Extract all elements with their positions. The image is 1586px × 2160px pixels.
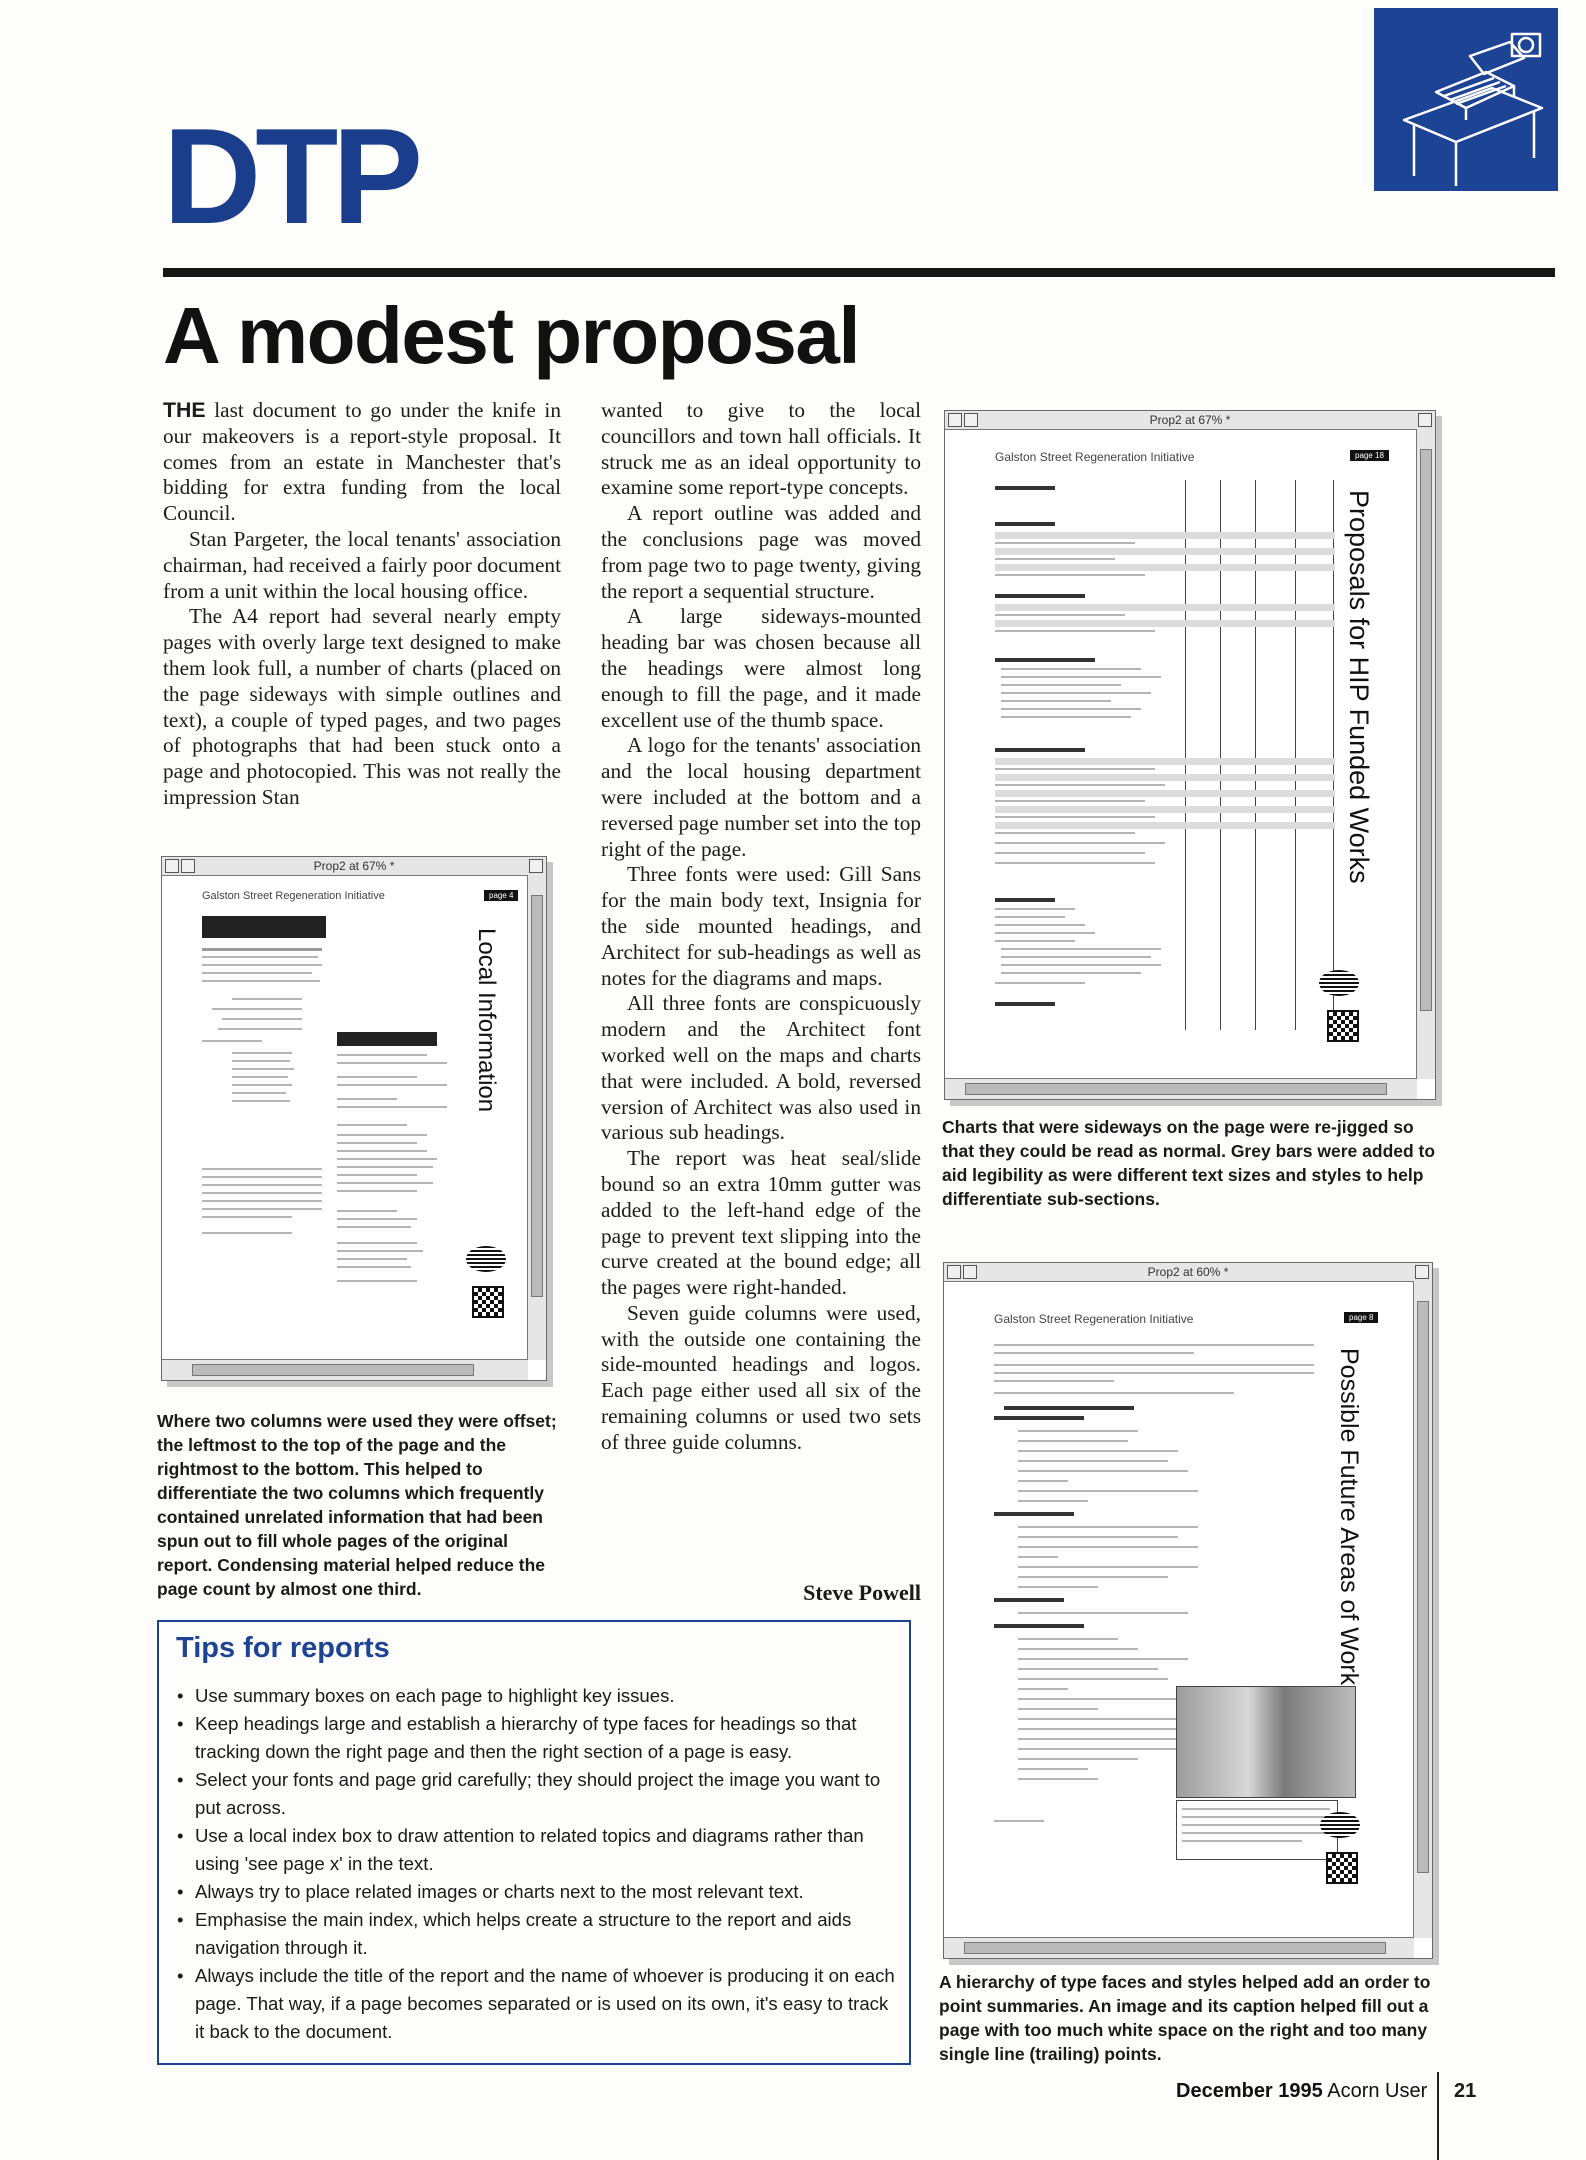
tips-box bbox=[157, 1620, 911, 2065]
tip-item: • Use summary boxes on each page to highlight key issues. bbox=[175, 1682, 895, 1710]
body-paragraph: Seven guide columns were used, with the outside one containing the side-mounted headings and logos. Each page either used all six of the remaining columns or used two sets of three guide columns. bbox=[601, 1300, 921, 1454]
tip-item: • Keep headings large and establish a hierarchy of type faces for headings so that tracking down the right page and then the right section of a page is easy. bbox=[175, 1710, 895, 1766]
article-column-2 bbox=[601, 398, 921, 1456]
report-page bbox=[162, 876, 527, 1359]
vertical-scrollbar[interactable] bbox=[1416, 429, 1435, 1079]
window-local-information bbox=[161, 856, 547, 1381]
horizontal-scrollbar[interactable] bbox=[945, 1078, 1417, 1099]
tip-item: • Select your fonts and page grid carefully; they should project the image you want to put across. bbox=[175, 1766, 895, 1822]
tenants-association-logo bbox=[1319, 970, 1359, 996]
back-icon[interactable] bbox=[947, 1265, 961, 1279]
page-number: page 8 bbox=[1344, 1312, 1378, 1323]
body-paragraph: The A4 report had several nearly empty pages with overly large text designed to make them look full, a number of charts (placed on the page sideways with simple outlines and text), a couple of typed pages, and two pages of photographs that had been stuck onto a page and photocopied. This was not really the impression Stan bbox=[163, 604, 561, 809]
page-footer bbox=[1176, 2080, 1427, 2103]
issue-date: December 1995 bbox=[1176, 2080, 1323, 2102]
window-proposals bbox=[944, 410, 1436, 1100]
scroll-thumb[interactable] bbox=[1417, 1301, 1429, 1873]
computer-desk-illustration bbox=[1374, 8, 1558, 191]
vertical-scrollbar[interactable] bbox=[1413, 1281, 1432, 1938]
toggle-size-icon[interactable] bbox=[1415, 1265, 1429, 1279]
page-header: Galston Street Regeneration Initiative bbox=[202, 890, 385, 902]
figure-caption: A hierarchy of type faces and styles helped add an order to point summaries. An image and its caption helped fill out a page with too much white space on the right and too many single line (trailing) points. bbox=[939, 1972, 1431, 2064]
tip-item: • Always try to place related images or charts next to the most relevant text. bbox=[175, 1878, 895, 1906]
scroll-thumb[interactable] bbox=[1420, 449, 1432, 1011]
body-paragraph: A logo for the tenants' association and the local housing department were included at the bottom and a reversed page number set into the top right of the page. bbox=[601, 733, 921, 861]
horizontal-scrollbar[interactable] bbox=[944, 1937, 1414, 1958]
headline: A modest proposal bbox=[163, 291, 860, 380]
window-title: Prop2 at 60% * bbox=[1147, 1265, 1229, 1279]
toggle-size-icon[interactable] bbox=[1418, 413, 1432, 427]
reversed-subheading bbox=[337, 1032, 437, 1046]
body-paragraph: A report outline was added and the conclusions page was moved from page two to page twenty, giving the report a sequential structure. bbox=[601, 501, 921, 603]
horizontal-scrollbar[interactable] bbox=[162, 1359, 528, 1380]
close-icon[interactable] bbox=[963, 1265, 977, 1279]
side-heading: Local Information bbox=[473, 928, 500, 1113]
body-paragraph: Three fonts were used: Gill Sans for the main body text, Insignia for the side mounted headings, and Architect for sub-headings as well as notes for the diagrams and maps. bbox=[601, 862, 921, 990]
footer-rule bbox=[1437, 2072, 1439, 2160]
byline: Steve Powell bbox=[803, 1580, 921, 1605]
magazine-name: Acorn User bbox=[1327, 2080, 1428, 2102]
toggle-size-icon[interactable] bbox=[529, 859, 543, 873]
window-title: Prop2 at 67% * bbox=[313, 859, 395, 873]
vertical-scrollbar[interactable] bbox=[527, 875, 546, 1360]
back-icon[interactable] bbox=[165, 859, 179, 873]
lead-in: THE bbox=[163, 398, 206, 422]
report-page bbox=[944, 1282, 1413, 1937]
housing-department-logo bbox=[472, 1286, 504, 1318]
header-rule bbox=[163, 268, 1555, 277]
article-column-1 bbox=[163, 398, 561, 811]
scroll-thumb[interactable] bbox=[965, 1083, 1387, 1095]
window-titlebar[interactable] bbox=[162, 857, 546, 876]
page-header: Galston Street Regeneration Initiative bbox=[994, 1312, 1194, 1326]
body-paragraph: wanted to give to the local councillors and town hall officials. It struck me as an ideal opportunity to examine some report-type concepts. bbox=[601, 398, 921, 500]
tips-title: Tips for reports bbox=[176, 1632, 390, 1664]
window-possible-future-areas bbox=[943, 1262, 1433, 1959]
figure-caption: Charts that were sideways on the page were re-jigged so that they could be read as normal. Grey bars were added to aid legibility as were different text sizes and styles to help differentiate sub-sections. bbox=[942, 1117, 1436, 1209]
body-paragraph: Stan Pargeter, the local tenants' association chairman, had received a fairly poor document from a unit within the local housing office. bbox=[163, 526, 561, 603]
page-number: 21 bbox=[1454, 2080, 1477, 2102]
page-header: Galston Street Regeneration Initiative bbox=[995, 450, 1195, 464]
side-heading: Possible Future Areas of Work bbox=[1335, 1348, 1363, 1686]
tip-item: • Always include the title of the report and the name of whoever is producing it on each page. That way, if a page becomes separated or is used on its own, it's easy to track it back to the document. bbox=[175, 1962, 895, 2046]
close-icon[interactable] bbox=[964, 413, 978, 427]
computer-desk-icon bbox=[1374, 8, 1558, 191]
window-titlebar[interactable] bbox=[944, 1263, 1432, 1282]
page-number: page 18 bbox=[1350, 450, 1389, 461]
body-paragraph: The report was heat seal/slide bound so an extra 10mm gutter was added to the left-hand edge of the page to prevent text slipping into the curve created at the bound edge; all the pages were right-handed. bbox=[601, 1146, 921, 1300]
section-title: DTP bbox=[163, 100, 417, 252]
tips-list bbox=[175, 1682, 895, 2046]
scroll-thumb[interactable] bbox=[964, 1942, 1386, 1954]
window-titlebar[interactable] bbox=[945, 411, 1435, 430]
body-paragraph: A large sideways-mounted heading bar was chosen because all the headings were almost long enough to fill the page, and it made excellent use of the thumb space. bbox=[601, 604, 921, 732]
close-icon[interactable] bbox=[181, 859, 195, 873]
body-paragraph: All three fonts are conspicuously modern and the Architect font worked well on the maps and charts that were included. A bold, reversed version of Architect was also used in various sub headings. bbox=[601, 991, 921, 1145]
figure-caption: Where two columns were used they were offset; the leftmost to the top of the page and the rightmost to the bottom. This helped to differentiate the two columns which frequently contained unrelated information that had been spun out to fill whole pages of the original report. Condensing material helped reduce the page count by almost one third. bbox=[157, 1411, 557, 1599]
back-icon[interactable] bbox=[948, 413, 962, 427]
side-heading: Proposals for HIP Funded Works bbox=[1344, 490, 1374, 884]
body-paragraph: THE last document to go under the knife in our makeovers is a report-style proposal. It comes from an estate in Manchester that's bidding for extra funding from the local Council. bbox=[163, 398, 561, 526]
scroll-thumb[interactable] bbox=[192, 1364, 474, 1376]
housing-department-logo bbox=[1326, 1852, 1358, 1884]
tenants-association-logo bbox=[1320, 1812, 1360, 1838]
window-title: Prop2 at 67% * bbox=[1149, 413, 1231, 427]
reversed-subheading bbox=[202, 916, 326, 938]
tenants-association-logo bbox=[466, 1246, 506, 1272]
report-page bbox=[945, 430, 1416, 1078]
tip-item: • Use a local index box to draw attention to related topics and diagrams rather than using 'see page x' in the text. bbox=[175, 1822, 895, 1878]
housing-department-logo bbox=[1327, 1010, 1359, 1042]
page-number: page 4 bbox=[484, 890, 518, 901]
estate-photo[interactable] bbox=[1176, 1686, 1356, 1798]
scroll-thumb[interactable] bbox=[531, 895, 543, 1297]
tip-item: • Emphasise the main index, which helps create a structure to the report and aids navigation through it. bbox=[175, 1906, 895, 1962]
